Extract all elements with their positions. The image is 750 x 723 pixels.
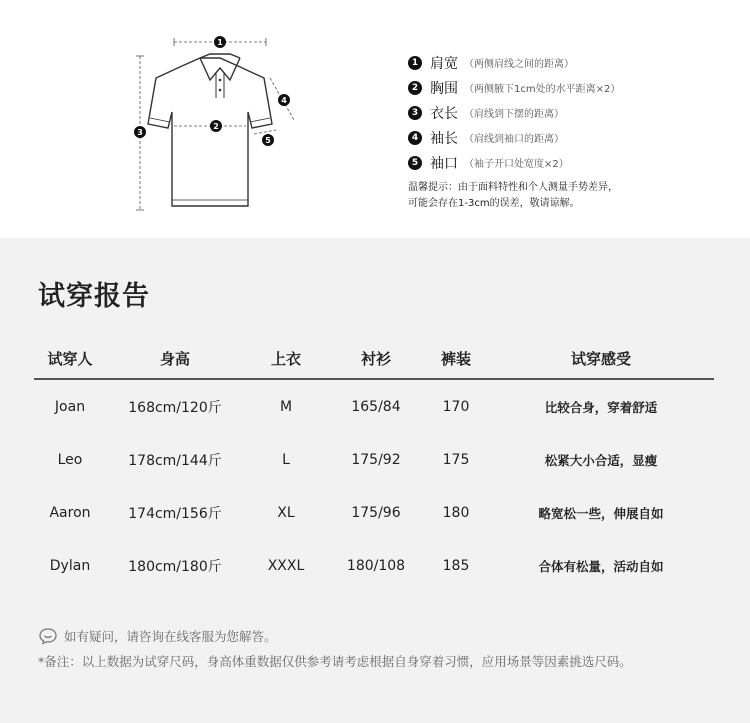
- cell-top: XL: [277, 504, 295, 521]
- cell-tester: Joan: [54, 398, 86, 415]
- svg-text:4: 4: [281, 96, 287, 105]
- cell-pants: 175: [442, 451, 470, 468]
- legend-number-badge: 5: [408, 156, 422, 170]
- cell-height: 178cm/144斤: [128, 452, 222, 469]
- consult-text: 如有疑问，请咨询在线客服为您解答。: [64, 629, 277, 644]
- cell-tester: Leo: [57, 451, 83, 468]
- legend-name: 胸围: [430, 80, 458, 97]
- table-row: [34, 380, 714, 433]
- measurement-legend: [408, 50, 748, 175]
- table-row: [34, 433, 714, 486]
- svg-text:3: 3: [137, 128, 143, 137]
- tip-line: 温馨提示：由于面料特性和个人测量手势差异，: [408, 182, 618, 193]
- svg-text:2: 2: [213, 122, 219, 131]
- cell-feeling: 比较合身，穿着舒适: [544, 399, 658, 415]
- legend-item-chest: [408, 75, 748, 100]
- cell-tester: Dylan: [49, 557, 91, 574]
- svg-text:5: 5: [265, 136, 271, 145]
- fitting-report-table: [34, 338, 714, 592]
- legend-description: （肩线到袖口的距离）: [464, 134, 564, 145]
- svg-text:1: 1: [217, 38, 223, 47]
- header-pants: 裤装: [440, 349, 471, 368]
- cell-height: 174cm/156斤: [128, 505, 222, 522]
- legend-description: （两侧肩线之间的距离）: [464, 59, 574, 70]
- header-feeling: 试穿感受: [570, 349, 631, 368]
- legend-name: 袖长: [430, 130, 458, 147]
- table-row: [34, 486, 714, 539]
- cell-feeling: 略宽松一些，伸展自如: [538, 505, 664, 521]
- cell-top: L: [282, 451, 290, 468]
- header-top: 上衣: [270, 349, 301, 368]
- cell-top: M: [279, 398, 293, 415]
- legend-description: （肩线到下摆的距离）: [464, 109, 564, 120]
- cell-height: 168cm/120斤: [128, 399, 222, 416]
- legend-number-badge: 1: [408, 56, 422, 70]
- report-title: 试穿报告: [38, 281, 150, 312]
- cell-shirt: 165/84: [351, 398, 401, 415]
- header-height: 身高: [159, 349, 190, 368]
- legend-description: （袖子开口处宽度×2）: [464, 159, 569, 170]
- cell-top: XXXL: [267, 557, 305, 574]
- measurement-tip: [408, 180, 618, 212]
- legend-number-badge: 4: [408, 131, 422, 145]
- legend-number-badge: 3: [408, 106, 422, 120]
- header-tester: 试穿人: [47, 349, 93, 368]
- legend-item-cuff: [408, 150, 748, 175]
- cell-shirt: 180/108: [346, 557, 406, 574]
- cell-pants: 170: [442, 398, 470, 415]
- cell-shirt: 175/92: [351, 451, 401, 468]
- cell-tester: Aaron: [49, 504, 91, 521]
- table-row: [34, 539, 714, 592]
- legend-item-length: [408, 100, 748, 125]
- cell-shirt: 175/96: [351, 504, 401, 521]
- disclaimer-note: *备注：以上数据为试穿尺码，身高体重数据仅供参考请考虑根据自身穿着习惯，应用场景等因素挑选尺码。: [38, 654, 632, 669]
- legend-name: 肩宽: [430, 55, 458, 72]
- tip-line: 可能会存在1-3cm的误差，敬请谅解。: [408, 198, 580, 209]
- header-shirt: 衬衫: [360, 349, 391, 368]
- table-header: [34, 338, 714, 380]
- legend-name: 袖口: [430, 155, 458, 172]
- cell-pants: 180: [442, 504, 470, 521]
- cell-height: 180cm/180斤: [128, 558, 222, 575]
- cell-feeling: 合体有松量，活动自如: [538, 558, 664, 574]
- consult-note: [38, 627, 277, 645]
- size-chart-section: [0, 0, 750, 238]
- polo-shirt-measurement-diagram: [130, 28, 310, 228]
- legend-item-sleeve: [408, 125, 748, 150]
- cell-feeling: 松紧大小合适，显瘦: [544, 452, 658, 468]
- cell-pants: 185: [442, 557, 470, 574]
- legend-name: 衣长: [430, 105, 458, 122]
- fitting-report-section: [0, 238, 750, 723]
- legend-item-shoulder: [408, 50, 748, 75]
- legend-number-badge: 2: [408, 81, 422, 95]
- legend-description: （两侧腋下1cm处的水平距离×2）: [464, 84, 621, 95]
- chat-bubble-icon: [38, 627, 58, 645]
